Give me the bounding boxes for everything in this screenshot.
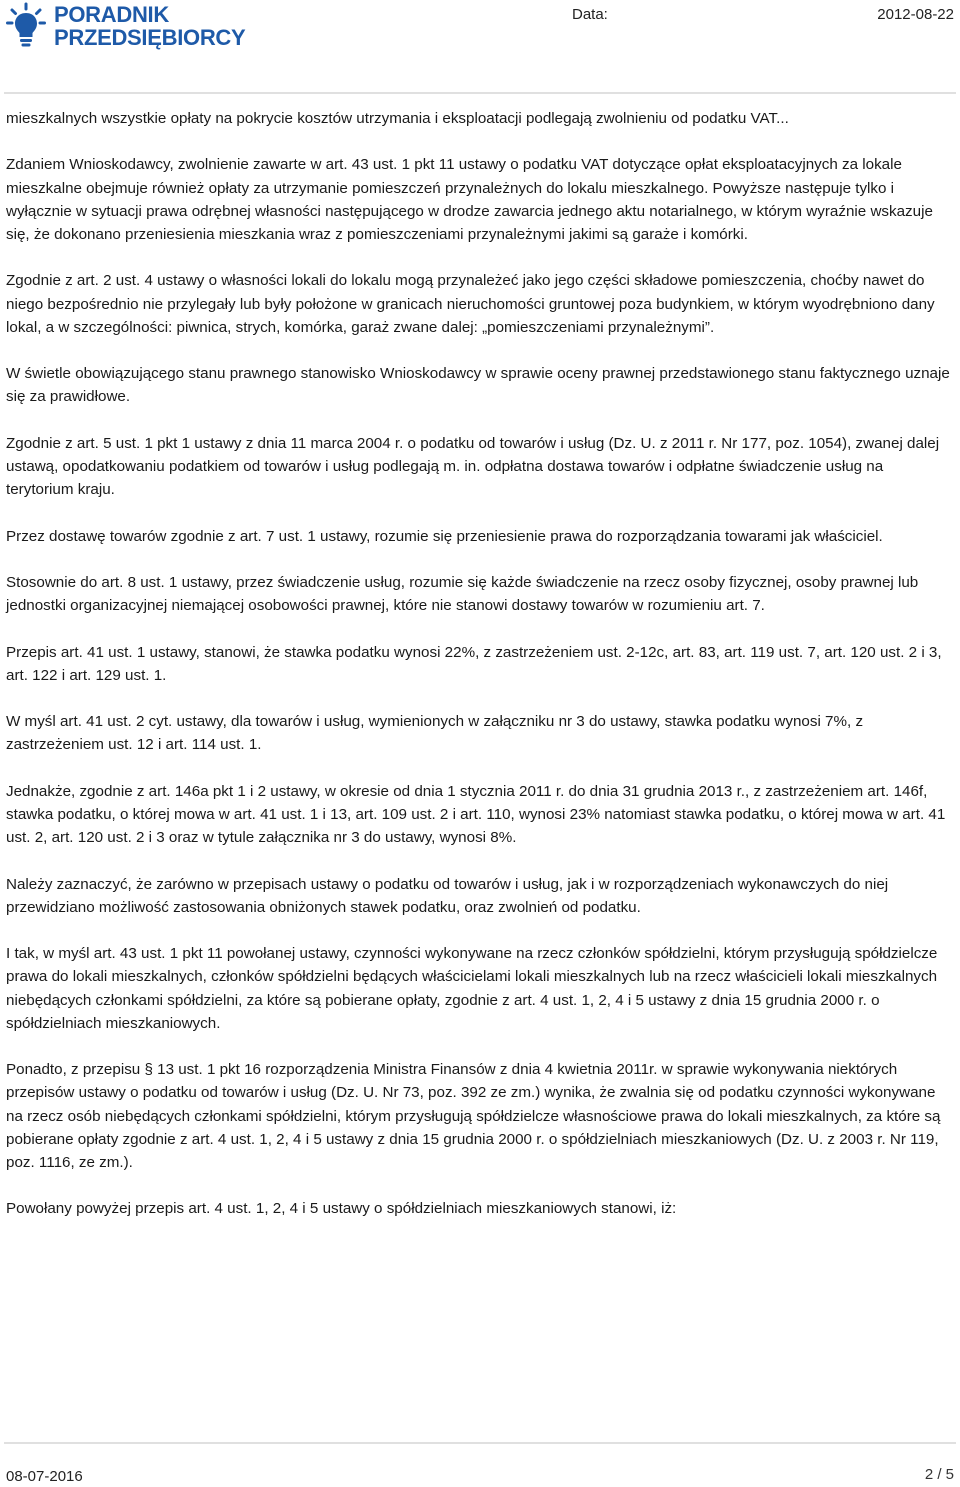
footer-date: 08-07-2016	[6, 1468, 83, 1485]
logo-line1: PORADNIK	[54, 2, 169, 27]
paragraph: Przez dostawę towarów zgodnie z art. 7 ust. 1 ustawy, rozumie się przeniesienie prawa do rozporządzania towarami jak właściciel.	[6, 527, 883, 545]
page-header	[0, 0, 960, 92]
paragraph: Zgodnie z art. 5 ust. 1 pkt 1 ustawy z dnia 11 marca 2004 r. o podatku od towarów i usług (Dz. U. z 2011 r. Nr 177, poz. 1054), zwanej dalej ustawą, opodatkowaniu podatkiem od towarów i usług podlegają m. in. odpłatna dostawa towarów i odpłatne świadczenie usług na terytorium kraju.	[6, 434, 940, 499]
page-number: 2 / 5	[924, 1466, 954, 1483]
date-value: 2012-08-22	[877, 6, 954, 23]
paragraph: W świetle obowiązującego stanu prawnego stanowisko Wnioskodawcy w sprawie oceny prawnej przedstawionego stanu faktycznego uznaje się za prawidłowe.	[6, 365, 950, 406]
paragraph: mieszkalnych wszystkie opłaty na pokrycie kosztów utrzymania i eksploatacji podlegają zwolnieniu od podatku VAT...	[6, 110, 789, 127]
paragraph: Przepis art. 41 ust. 1 ustawy, stanowi, że stawka podatku wynosi 22%, z zastrzeżeniem ust. 2-12c, art. 83, art. 119 ust. 7, art. 120 ust. 2 i 3, art. 122 i art. 129 ust. 1.	[6, 643, 942, 684]
document-body	[6, 107, 954, 1244]
logo-line2: PRZEDSIĘBIORCY	[54, 25, 246, 50]
paragraph: I tak, w myśl art. 43 ust. 1 pkt 11 powołanej ustawy, czynności wykonywane na rzecz członków spółdzielni, którym przysługują spółdzielcze prawa do lokali mieszkalnych, członków spółdzielni będących właścicielami lokali mieszkalnych lub na rzecz właścicieli lokali mieszkalnych niebędących członkami spółdzielni, za które są pobierane opłaty, zgodnie z art. 4 ust. 1, 2, 4 i 5 ustawy z dnia 15 grudnia 2000 r. o spółdzielniach mieszkaniowych.	[6, 945, 938, 1032]
lightbulb-logo-icon	[6, 2, 46, 48]
paragraph: W myśl art. 41 ust. 2 cyt. ustawy, dla towarów i usług, wymienionych w załączniku nr 3 do ustawy, stawka podatku wynosi 7%, z zastrzeżeniem ust. 12 i art. 114 ust. 1.	[6, 713, 864, 754]
paragraph: Jednakże, zgodnie z art. 146a pkt 1 i 2 ustawy, w okresie od dnia 1 stycznia 2011 r. do dnia 31 grudnia 2013 r., z zastrzeżeniem art. 146f, stawka podatku, o której mowa w art. 41 ust. 1 i 13, art. 109 ust. 2 i art. 110, wynosi 23% natomiast stawka podatku, o której mowa w art. 41 ust. 2, art. 120 ust. 2 i 3 oraz w tytule załącznika nr 3 do ustawy, wynosi 8%.	[6, 782, 946, 847]
paragraph: Stosownie do art. 8 ust. 1 ustawy, przez świadczenie usług, rozumie się każde świadczenie na rzecz osoby fizycznej, osoby prawnej lub jednostki organizacyjnej niemającej osobowości prawnej, które nie stanowi dostawy towarów w rozumieniu art. 7.	[6, 573, 919, 615]
logo	[6, 2, 245, 49]
paragraph: Powołany powyżej przepis art. 4 ust. 1, 2, 4 i 5 ustawy o spółdzielniach mieszkaniowych stanowi, iż:	[6, 1200, 677, 1218]
logo-text	[54, 3, 245, 49]
paragraph: Zgodnie z art. 2 ust. 4 ustawy o własności lokali do lokalu mogą przynależeć jako jego części składowe pomieszczenia, choćby nawet do niego bezpośrednio nie przylegały lub były położone w granicach nieruchomości gruntowej poza budynkiem, w którym wyodrębniono dany lokal, a w szczególności: piwnica, strych, komórka, garaż zwane dalej: „pomieszczeniami przynależnymi”.	[6, 272, 935, 336]
paragraph: Zdaniem Wnioskodawcy, zwolnienie zawarte w art. 43 ust. 1 pkt 11 ustawy o podatku VAT dotyczące opłat eksploatacyjnych za lokale mieszkalne obejmuje również opłaty za utrzymanie pomieszczeń przynależnych do lokalu mieszkalnego. Powyższe następuje tylko i wyłącznie w sytuacji prawa odrębnej własności następującego w drodze zawarcia jednego aktu notarialnego, w którym wyraźnie wskazuje się, że dokonano przeniesienia mieszkania wraz z pomieszczeniami przynależnymi jakimi są garaże i komórki.	[6, 156, 933, 243]
paragraph: Należy zaznaczyć, że zarówno w przepisach ustawy o podatku od towarów i usług, jak i w rozporządzeniach wykonawczych do niej przewidziano możliwość zastosowania obniżonych stawek podatku, oraz zwolnień od podatku.	[6, 875, 889, 916]
paragraph: Ponadto, z przepisu § 13 ust. 1 pkt 16 rozporządzenia Ministra Finansów z dnia 4 kwietnia 2011r. w sprawie wykonywania niektórych przepisów ustawy o podatku od towarów i usług (Dz. U. Nr 73, poz. 392 ze zm.) wynika, że zwalnia się od podatku czynności wykonywane na rzecz osób niebędących członkami spółdzielni, którym przysługują spółdzielcze własnościowe prawa do lokali mieszkalnych, za które są pobierane opłaty zgodnie z art. 4 ust. 1, 2, 4 i 5 ustawy z dnia 15 grudnia 2000 r. o spółdzielniach mieszkaniowych (Dz. U. z 2003 r. Nr 119, poz. 1116, ze zm.).	[6, 1061, 941, 1171]
header-divider	[4, 92, 956, 94]
footer-divider	[4, 1442, 956, 1444]
date-label: Data:	[572, 6, 608, 23]
